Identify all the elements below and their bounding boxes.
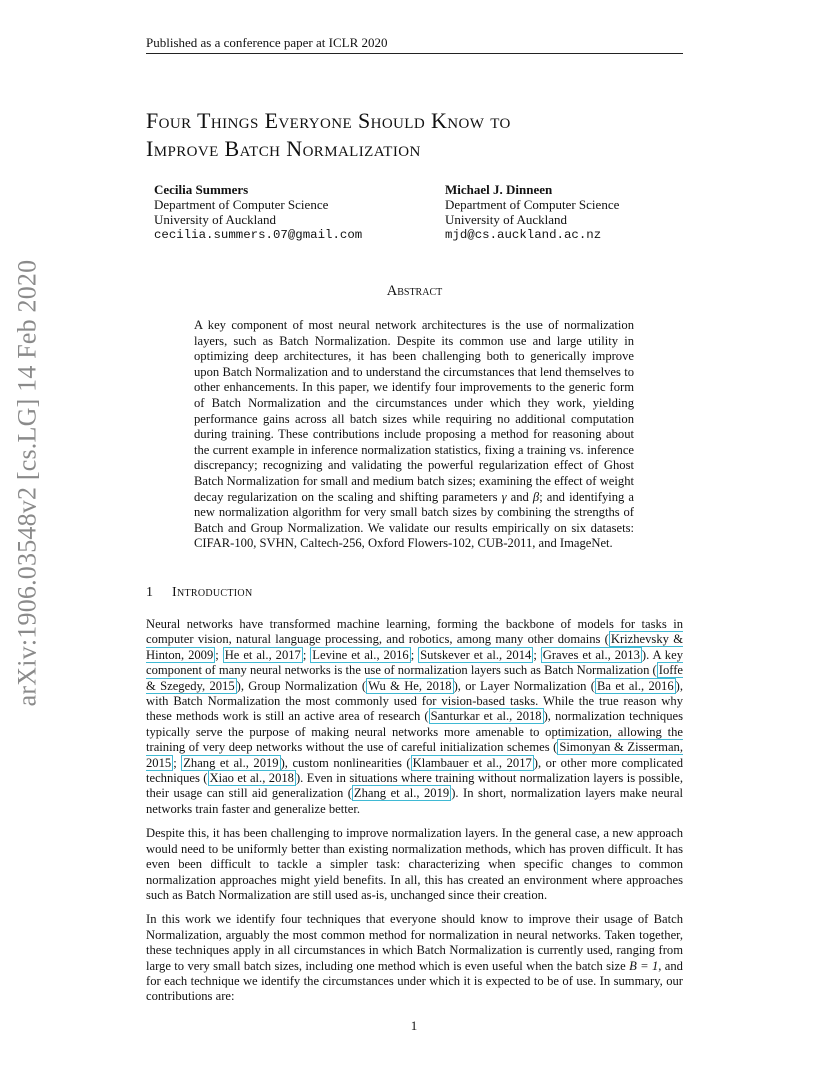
text-run: ). Even in situations where training without normalization layers is possible, their usage can still aid generalization ( — [146, 771, 683, 801]
arxiv-stamp — [2, 259, 52, 707]
author-department: Department of Computer Science — [154, 197, 329, 213]
intro-paragraph-2: Despite this, it has been challenging to improve normalization layers. In the general case, a new approach would need to be uniformly better than existing normalization methods, which has proven difficult. It has even been difficult to tackle a simpler task: characterizing when specific changes to common normalization approaches might yield benefits. In all, this has created an environment where approaches such as Batch Normalization are still used as-is, unchanged since their creation. — [146, 826, 683, 902]
text-run: In this work we identify four techniques that everyone should know to improve their usage of Batch Normalization, arguably the most common method for normalization in neural networks. Taken together, these techniques apply in all circumstances in which Batch Normalization is currently used, ranging from large to very small batch sizes, including one method which is even useful when the batch size — [146, 912, 683, 973]
gamma-symbol: γ — [501, 489, 507, 504]
abstract-text: ; and identifying a new normalization algorithm for very small batch sizes by combining the strengths of Batch and Group Normalization. We validate our results empirically on six datasets: CIFAR-100, SVHN, Caltech-256, Oxford Flowers-102, CUB-2011, and ImageNet. — [194, 489, 635, 551]
text-run: , and for each technique we identify the circumstances under which it is expected to be of use. In summary, our contributions are: — [146, 958, 683, 1004]
text-run: ), or Layer Normalization ( — [453, 678, 595, 693]
section-heading-introduction — [146, 585, 252, 601]
author-email: cecilia.summers.07@gmail.com — [154, 227, 363, 242]
page-number: 1 — [410, 1018, 418, 1033]
abstract-paragraph — [194, 318, 634, 552]
text-run: ; — [533, 647, 541, 662]
section-title: Introduction — [172, 585, 253, 600]
citation-link[interactable]: Santurkar et al., 2018 — [430, 709, 542, 724]
text-run: ), normalization techniques typically serve the purpose of making neural networks more amenable to optimization, allowing the training of very deep networks without the use of careful initialization schemes ( — [146, 709, 683, 755]
intro-paragraph-3 — [146, 912, 683, 1004]
citation-link[interactable]: Levine et al., 2016 — [312, 647, 409, 662]
beta-symbol: β — [532, 489, 540, 504]
citation-link[interactable]: Sutskever et al., 2014 — [420, 647, 532, 662]
header-rule — [146, 53, 683, 54]
text-run: ; — [410, 647, 419, 662]
author-block-1 — [154, 182, 362, 243]
introduction-body — [146, 617, 683, 1014]
author-email: mjd@cs.auckland.ac.nz — [445, 227, 602, 242]
author-department: Department of Computer Science — [445, 197, 620, 213]
citation-link[interactable]: He et al., 2017 — [224, 647, 301, 662]
text-run: Neural networks have transformed machine learning, forming the backbone of models for tasks in computer vision, natural language processing, and robotics, among many other domains ( — [146, 617, 683, 647]
intro-paragraph-1 — [146, 617, 683, 817]
citation-link[interactable]: Simonyan & Zisserman, 2015 — [146, 740, 684, 770]
arxiv-identifier: arXiv:1906.03548v2 [cs.LG] 14 Feb 2020 — [12, 259, 41, 707]
paper-title-line-2: Improve Batch Normalization — [146, 136, 421, 161]
text-run: ), custom nonlinearities ( — [280, 755, 411, 770]
abstract-text: and — [506, 489, 533, 504]
running-header: Published as a conference paper at ICLR 2020 — [146, 35, 388, 50]
text-run: ). In short, normalization layers make neural networks train faster and generalize better. — [146, 786, 684, 816]
paper-title — [146, 107, 706, 163]
citation-link[interactable]: Wu & He, 2018 — [368, 678, 452, 693]
math-batch-size: B = 1 — [629, 958, 659, 973]
author-name: Cecilia Summers — [154, 182, 249, 197]
text-run: ; — [302, 647, 311, 662]
abstract-body — [194, 318, 634, 552]
paper-title-line-1: Four Things Everyone Should Know to — [146, 108, 511, 133]
text-run: ), Group Normalization ( — [236, 678, 367, 693]
text-run: ). A key component of many neural networks is the use of normalization layers such as Batch Normalization ( — [146, 647, 683, 678]
abstract-heading: Abstract — [386, 283, 443, 299]
author-affiliation: University of Auckland — [445, 212, 568, 228]
citation-link[interactable]: Zhang et al., 2019 — [353, 786, 450, 801]
citation-link[interactable]: Ioffe & Szegedy, 2015 — [146, 663, 683, 693]
citation-link[interactable]: Klambauer et al., 2017 — [412, 755, 532, 770]
author-name: Michael J. Dinneen — [445, 182, 553, 197]
section-number: 1 — [146, 585, 153, 600]
text-run: ; — [173, 755, 182, 770]
citation-link[interactable]: Xiao et al., 2018 — [209, 771, 294, 786]
text-run: ), or other more complicated techniques ( — [146, 755, 683, 786]
author-block-2 — [445, 182, 619, 243]
citation-link[interactable]: Graves et al., 2013 — [542, 647, 640, 662]
citation-link[interactable]: Zhang et al., 2019 — [183, 755, 279, 770]
citation-link[interactable]: Ba et al., 2016 — [597, 678, 674, 693]
text-run: ; — [215, 647, 223, 662]
author-affiliation: University of Auckland — [154, 212, 277, 228]
abstract-text: A key component of most neural network architectures is the use of normalization layers, such as Batch Normalization. Despite its common use and large utility in optimizing deep architectures, it has been challenging both to generically improve upon Batch Normalization and to understand the circumstances that lend themselves to other enhancements. In this paper, we identify four improvements to the generic form of Batch Normalization and the circumstances under which they work, yielding performance gains across all batch sizes while requiring no additional computation during training. These contributions include proposing a method for reasoning about the current example in inference normalization statistics, fixing a training vs. inference discrepancy; recognizing and validating the powerful regularization effect of Ghost Batch Normalization for small and medium batch sizes; examining the effect of weight decay regularization on the scaling and shifting parameters — [194, 318, 634, 504]
citation-link[interactable]: Krizhevsky & Hinton, 2009 — [146, 632, 684, 662]
text-run: ), with Batch Normalization the most commonly used for vision-based tasks. While the true reason why these methods work is still an active area of research ( — [146, 678, 683, 724]
